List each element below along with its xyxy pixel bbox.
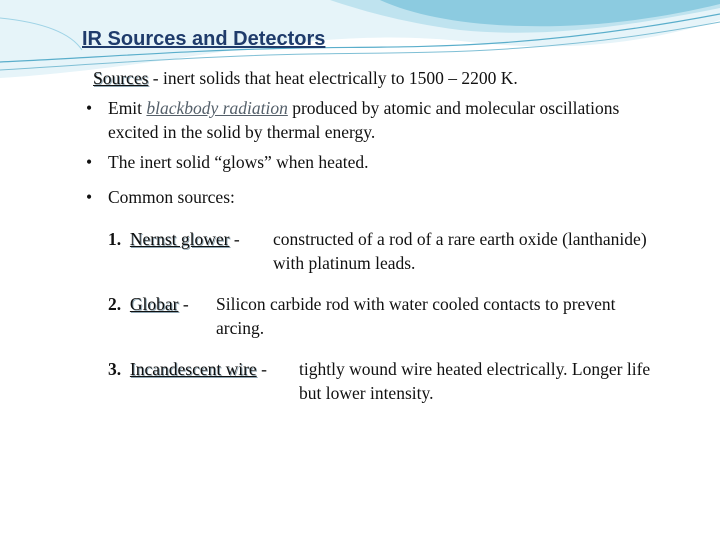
source-item-1 [108,229,240,250]
source-1-name: Nernst glower [129,229,230,249]
source-3-number: 3. [108,359,122,379]
source-3-name: Incandescent wire [129,359,257,379]
bullet-dot-2: • [86,152,93,172]
bullet-3-text: Common sources: [108,187,235,207]
intro-line [93,68,518,89]
bullet-dot-3: • [86,187,93,207]
intro-text: - inert solids that heat electrically to 1500 – 2200 K. [148,68,518,88]
intro-term: Sources [93,68,149,88]
blackbody-radiation-link[interactable]: blackbody radiation [146,98,288,118]
source-1-number: 1. [108,229,122,249]
bullet-dot-1: • [86,98,93,118]
source-2-desc-line-1: Silicon carbide rod with water cooled contacts to prevent [216,294,616,314]
source-2-desc-line-2: arcing. [216,318,265,338]
source-2-name: Globar [129,294,179,314]
source-2-sep: - [178,294,189,314]
bullet-1-rest: produced by atomic and molecular oscillations [287,98,620,118]
source-1-desc-line-1: constructed of a rod of a rare earth oxide (lanthanide) [273,229,647,249]
source-1-sep: - [229,229,240,249]
source-1-desc-line-2: with platinum leads. [273,253,416,273]
source-item-3 [108,359,267,380]
source-3-desc-line-1: tightly wound wire heated electrically. Longer life [299,359,651,379]
source-item-2 [108,294,189,315]
source-3-desc-line-2: but lower intensity. [299,383,434,403]
bullet-1-line-2: excited in the solid by thermal energy. [108,122,376,142]
bullet-2-text: The inert solid “glows” when heated. [108,152,369,172]
bullet-1-lead: Emit [108,98,147,118]
source-3-sep: - [256,359,267,379]
source-2-number: 2. [108,294,122,314]
slide-title: IR Sources and Detectors [82,28,326,50]
bullet-1-line-1 [108,98,619,119]
